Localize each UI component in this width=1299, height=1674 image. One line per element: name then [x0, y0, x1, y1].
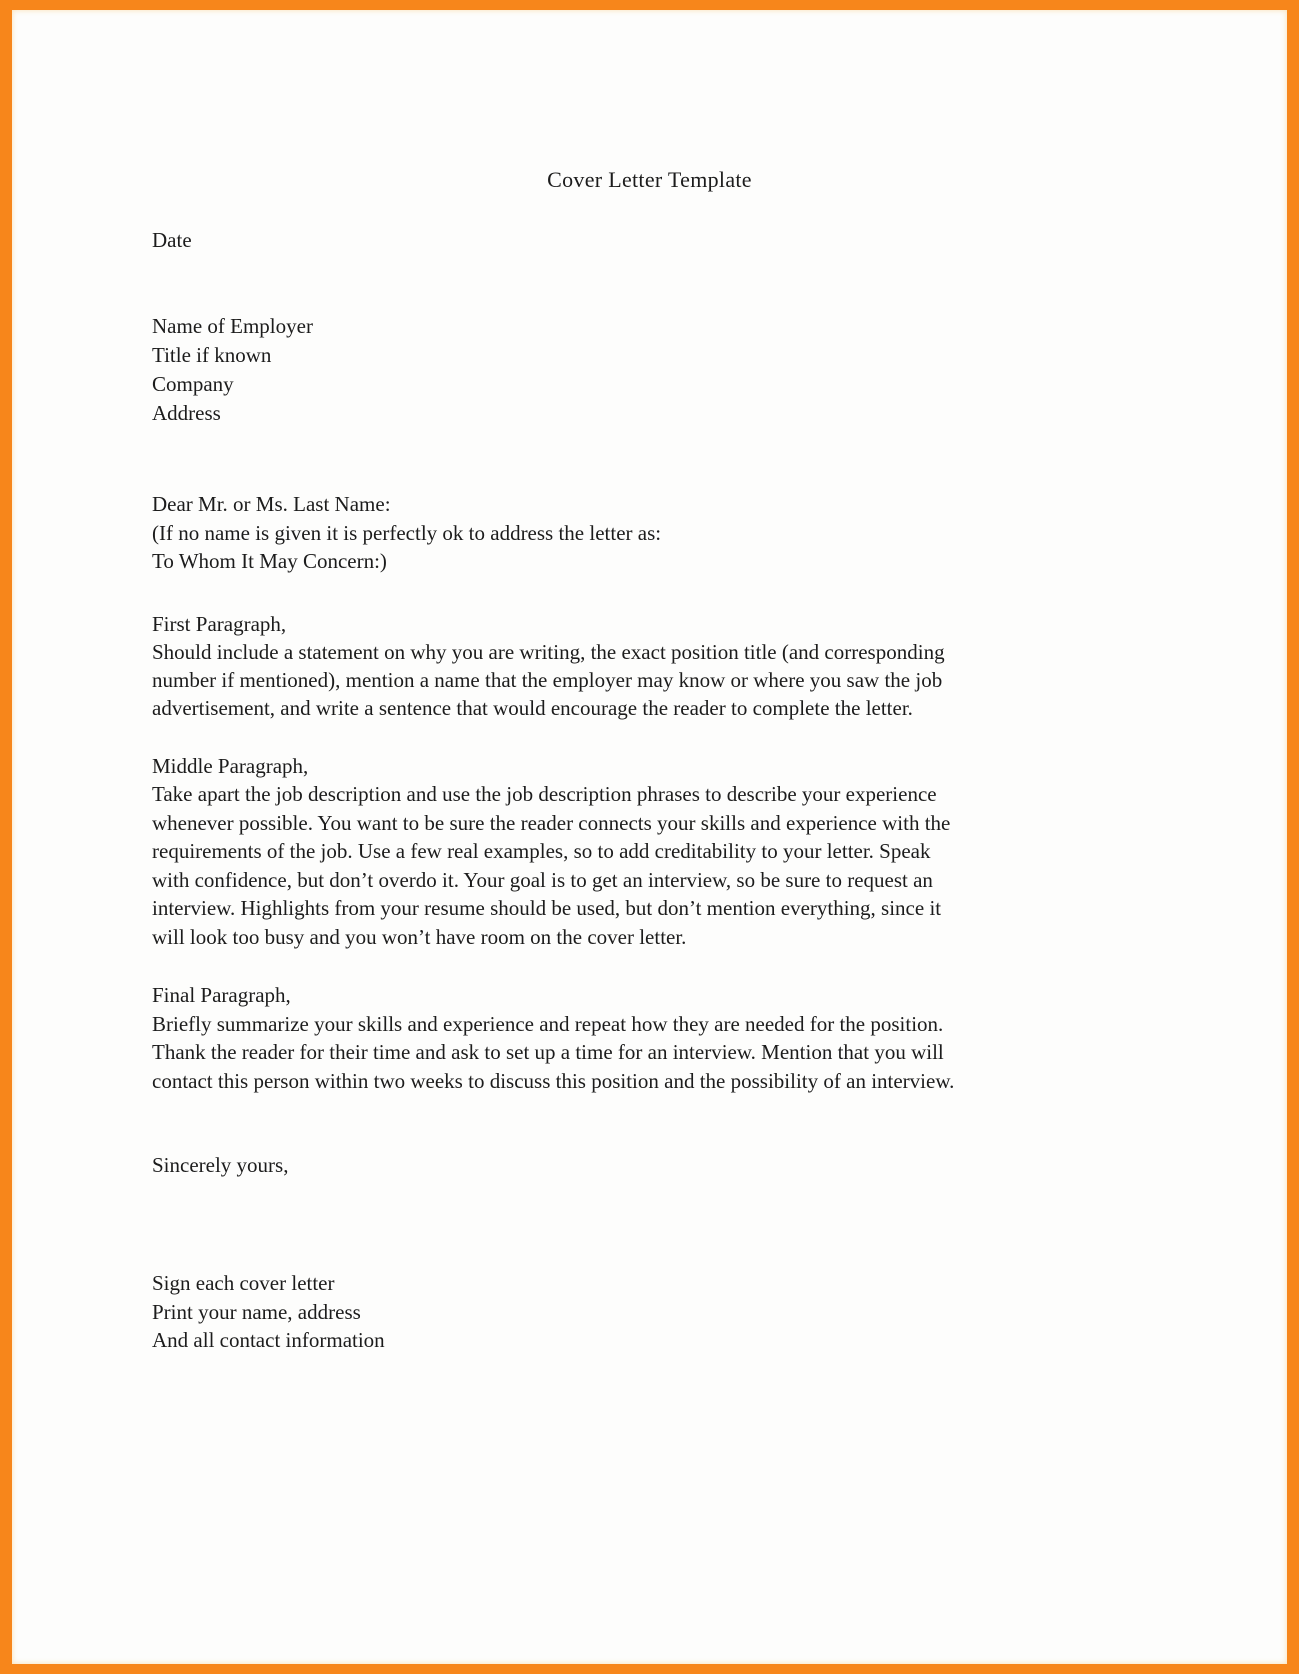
paragraph-line: advertisement, and write a sentence that would encourage the reader to complete the letter.	[152, 696, 913, 721]
paragraph-line: Take apart the job description and use the job description phrases to describe your experience	[152, 782, 937, 806]
paragraph-heading: Middle Paragraph,	[152, 753, 309, 778]
salutation-block	[152, 490, 1287, 576]
paragraph-line: interview. Highlights from your resume should be used, but don’t mention everything, since it	[152, 896, 942, 920]
letter-page	[12, 10, 1287, 1664]
paragraph-heading: Final Paragraph,	[152, 983, 291, 1007]
final-paragraph-section	[152, 981, 1287, 1095]
paragraph-line: will look too busy and you won’t have room on the cover letter.	[152, 924, 687, 949]
recipient-line: Name of Employer	[152, 314, 313, 338]
paragraph-line: number if mentioned), mention a name that the employer may know or where you saw the job	[152, 668, 943, 692]
paragraph-line: contact this person within two weeks to discuss this position and the possibility of an interview.	[152, 1068, 955, 1093]
paragraph-line: requirements of the job. Use a few real examples, so to add creditability to your letter. Speak	[152, 839, 931, 863]
signature-line: And all contact information	[152, 1328, 385, 1352]
letter-body	[12, 226, 1287, 1355]
document-title: Cover Letter Template	[547, 167, 752, 192]
paragraph-line: Briefly summarize your skills and experience and repeat how they are needed for the position.	[152, 1011, 944, 1036]
paragraph-heading: First Paragraph,	[152, 611, 287, 636]
signature-line: Print your name, address	[152, 1299, 361, 1324]
paragraph-line: Should include a statement on why you are writing, the exact position title (and corresponding	[152, 639, 945, 664]
closing-salutation: Sincerely yours,	[152, 1153, 289, 1177]
date-placeholder: Date	[152, 228, 192, 252]
paragraph-line: whenever possible. You want to be sure the reader connects your skills and experience with the	[152, 810, 951, 835]
recipient-line: Title if known	[152, 343, 272, 367]
middle-paragraph-section	[152, 752, 1287, 952]
recipient-line: Company	[152, 372, 234, 396]
salutation-line: To Whom It May Concern:)	[152, 549, 387, 573]
recipient-line: Address	[152, 401, 221, 425]
first-paragraph-section	[152, 610, 1287, 723]
paragraph-line: Thank the reader for their time and ask to set up a time for an interview. Mention that you will	[152, 1040, 944, 1064]
salutation-line: Dear Mr. or Ms. Last Name:	[152, 492, 391, 516]
paragraph-line: with confidence, but don’t overdo it. Your goal is to get an interview, so be sure to request an	[152, 867, 933, 892]
signature-instructions-block	[152, 1269, 1287, 1355]
salutation-line: (If no name is given it is perfectly ok to address the letter as:	[152, 520, 662, 545]
signature-line: Sign each cover letter	[152, 1271, 335, 1295]
recipient-address-block	[152, 312, 1287, 428]
